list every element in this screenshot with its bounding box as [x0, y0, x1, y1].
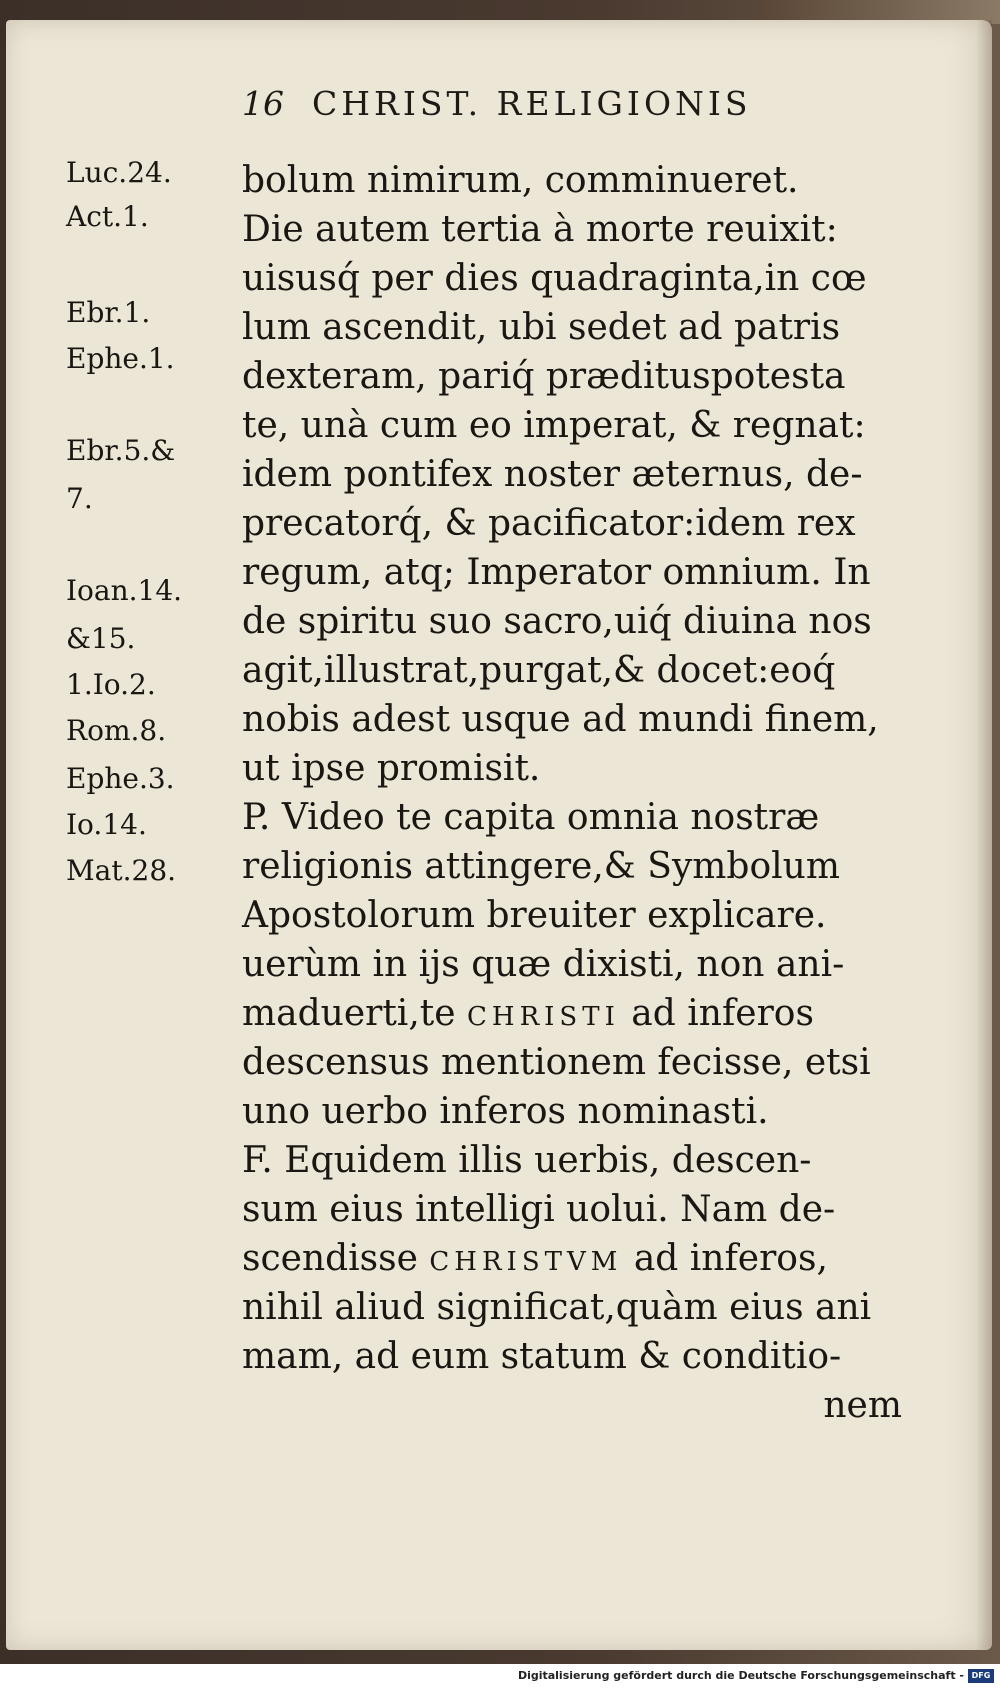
text-line: precatorq́, & pacificator:idem rex	[242, 503, 856, 544]
text-line: uisusq́ per dies quadraginta,in cœ	[242, 258, 867, 299]
text-line: te, unà cum eo imperat, & regnat:	[242, 405, 866, 446]
margin-note: Ephe.3.	[66, 762, 175, 795]
text-segment: ad inferos	[619, 993, 814, 1034]
funding-credit: Digitalisierung gefördert durch die Deutsche Forschungsgemeinschaft -	[517, 1669, 964, 1682]
margin-note: Ephe.1.	[66, 342, 175, 375]
margin-note: Mat.28.	[66, 854, 177, 887]
text-line: sum eius intelligi uolui. Nam de-	[242, 1189, 836, 1230]
margin-note: Io.14.	[66, 808, 147, 841]
dfg-logo: DFG	[968, 1669, 994, 1683]
text-line: descensus mentionem fecisse, etsi	[242, 1042, 871, 1083]
margin-note: 7.	[66, 482, 93, 515]
margin-note: Luc.24.	[66, 156, 172, 189]
page-number: 16	[242, 84, 284, 123]
text-segment: scendisse	[242, 1238, 418, 1279]
text-line: nihil aliud significat,quàm eius ani	[242, 1287, 872, 1328]
text-segment: ad inferos,	[622, 1238, 828, 1279]
margin-note: &15.	[66, 622, 136, 655]
text-line: mam, ad eum statum & conditio-	[242, 1336, 842, 1377]
margin-note: Ebr.5.&	[66, 434, 176, 467]
text-segment: maduerti,te	[242, 993, 456, 1034]
text-line: idem pontifex noster æternus, de-	[242, 454, 863, 495]
margin-note: Ioan.14.	[66, 574, 183, 607]
text-line: nobis adest usque ad mundi finem,	[242, 699, 879, 740]
text-line: Die autem tertia à morte reuixit:	[242, 209, 838, 250]
margin-note: Act.1.	[66, 200, 149, 233]
text-line: religionis attingere,& Symbolum	[242, 846, 840, 887]
small-caps-name: CHRISTI	[467, 1002, 620, 1032]
running-title: CHRIST. RELIGIONIS	[312, 84, 752, 123]
margin-note: Ebr.1.	[66, 296, 151, 329]
text-line: de spiritu suo sacro,uiq́ diuina nos	[242, 601, 872, 642]
text-line: Apostolorum breuiter explicare.	[242, 895, 827, 936]
text-line	[242, 989, 932, 1038]
text-line: bolum nimirum, comminueret.	[242, 160, 799, 201]
body-text	[242, 156, 932, 1430]
text-line: agit,illustrat,purgat,& docet:eoq́	[242, 650, 836, 691]
text-line: P. Video te capita omnia nostræ	[242, 797, 820, 838]
text-line	[242, 1234, 932, 1283]
text-line: F. Equidem illis uerbis, descen-	[242, 1140, 812, 1181]
text-line: ut ipse promisit.	[242, 748, 541, 789]
catchword: nem	[823, 1385, 902, 1426]
text-line: uerùm in ijs quæ dixisti, non ani-	[242, 944, 845, 985]
text-line: dexteram, pariq́ prædituspotesta	[242, 356, 846, 397]
text-line: uno uerbo inferos nominasti.	[242, 1091, 769, 1132]
text-line: regum, atq; Imperator omnium. In	[242, 552, 871, 593]
running-header	[242, 84, 842, 144]
footer-bar	[0, 1664, 1000, 1690]
small-caps-name: CHRISTVM	[429, 1247, 623, 1277]
margin-note: Rom.8.	[66, 714, 167, 747]
margin-note: 1.Io.2.	[66, 668, 156, 701]
text-line: lum ascendit, ubi sedet ad patris	[242, 307, 841, 348]
page-edge-shadow	[976, 20, 992, 1650]
